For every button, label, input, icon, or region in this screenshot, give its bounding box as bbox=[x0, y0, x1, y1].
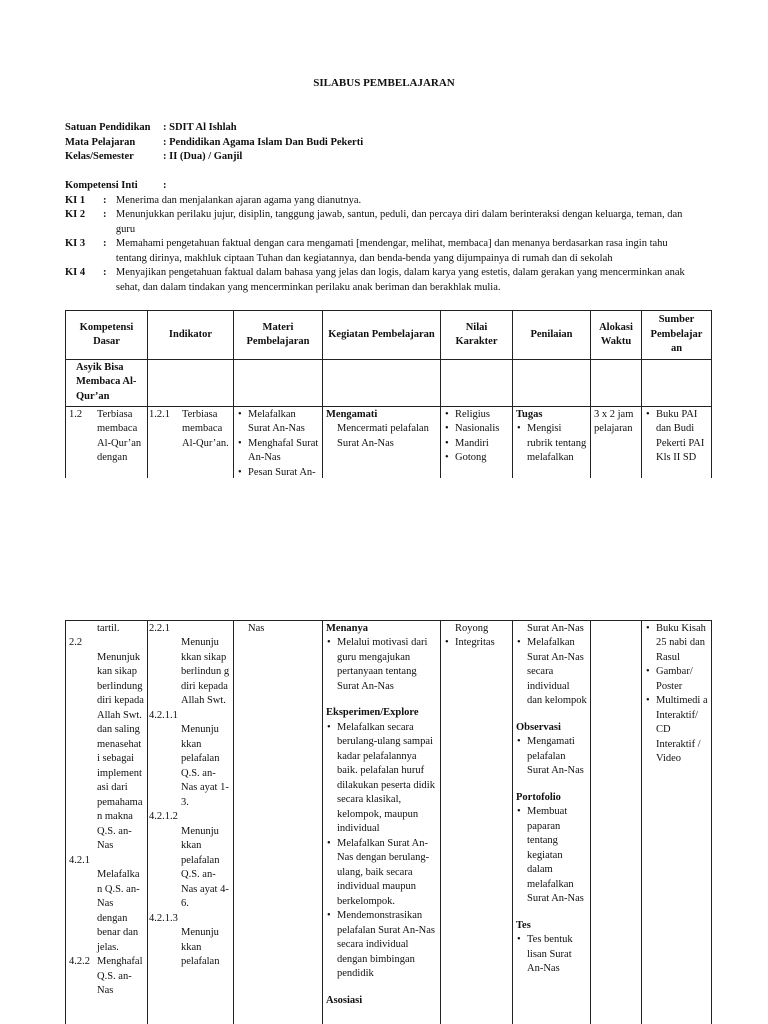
penilaian-continued: Surat An-Nas bbox=[527, 623, 584, 634]
sumber-cell bbox=[642, 621, 712, 1024]
table-group-row bbox=[66, 360, 712, 407]
nilai-item: • Nasionalis bbox=[444, 422, 509, 436]
indikator-text: Menunju kkan pelafalan Q.S. an-Nas ayat 1-3. bbox=[181, 724, 229, 808]
indikator-number: 1.2.1 bbox=[149, 409, 170, 420]
ki-colon: : bbox=[102, 195, 107, 206]
indikator-number: 4.2.1.1 bbox=[149, 709, 178, 721]
kegiatan-text: Mencermati pelafalan Surat An-Nas bbox=[337, 423, 429, 449]
kegiatan-item: • Mendemonstrasikan pelafalan Surat An-Nas secara individual dengan bimbingan pendidik bbox=[326, 909, 437, 981]
kd-cell bbox=[66, 621, 148, 1024]
ki-code: KI 4 bbox=[65, 267, 86, 279]
identity-row bbox=[65, 136, 363, 151]
alokasi-cell: 3 x 2 jam pelajaran bbox=[591, 407, 642, 479]
penilaian-cell bbox=[513, 621, 591, 1024]
nilai-item: • Gotong bbox=[444, 451, 509, 465]
ki-code: KI 1 bbox=[65, 195, 86, 206]
nilai-cell bbox=[441, 407, 513, 479]
kd-entry bbox=[69, 854, 144, 868]
ki-heading bbox=[65, 179, 167, 193]
table-header-row bbox=[66, 311, 712, 360]
ki-item bbox=[65, 237, 695, 266]
header-nilai-karakter: Nilai Karakter bbox=[441, 311, 513, 360]
alokasi-cell bbox=[591, 621, 642, 1024]
indikator-number: 2.2.1 bbox=[149, 623, 170, 634]
penilaian-list bbox=[516, 933, 587, 976]
header-kegiatan: Kegiatan Pembelajaran bbox=[323, 311, 441, 360]
table-row bbox=[66, 407, 712, 479]
kd-number: 1.2 bbox=[69, 409, 83, 420]
page-title: SILABUS PEMBELAJARAN bbox=[313, 77, 455, 89]
kegiatan-section-title: Mengamati bbox=[326, 409, 378, 420]
identity-row bbox=[65, 150, 363, 165]
penilaian-section-title: Tes bbox=[516, 919, 531, 931]
spacer bbox=[516, 709, 587, 721]
kd-entry bbox=[69, 651, 144, 854]
kd-number: 4.2.1 bbox=[69, 854, 90, 866]
indikator-text: Terbiasa membaca Al-Qur’an. bbox=[182, 409, 229, 449]
kd-entry bbox=[69, 622, 144, 636]
nilai-cell bbox=[441, 621, 513, 1024]
kd-text: Terbiasa membaca Al-Qur’an dengan bbox=[97, 409, 142, 464]
indikator-cell bbox=[148, 621, 234, 1024]
kegiatan-section-title: Asosiasi bbox=[326, 994, 363, 1006]
kegiatan-section-title: Menanya bbox=[326, 623, 368, 634]
kd-text: tartil. bbox=[97, 623, 120, 634]
kd-entry bbox=[69, 955, 144, 998]
penilaian-section-title: Tugas bbox=[516, 409, 543, 420]
sumber-item: • Buku Kisah 25 nabi dan Rasul bbox=[645, 622, 708, 665]
ki-code: KI 3 bbox=[65, 238, 86, 250]
ki-colon: : bbox=[102, 267, 107, 279]
kegiatan-cell bbox=[323, 407, 441, 479]
header-alokasi-waktu: Alokasi Waktu bbox=[591, 311, 642, 360]
sumber-item: • Gambar/ Poster bbox=[645, 665, 708, 694]
indikator-number: 4.2.1.2 bbox=[149, 811, 178, 823]
penilaian-item: • Membuat paparan tentang kegiatan dalam melafalkan Surat An-Nas bbox=[516, 805, 587, 906]
syllabus-table-continued bbox=[65, 620, 713, 1024]
identity-value: : SDIT Al Ishlah bbox=[163, 122, 237, 133]
spacer bbox=[326, 694, 437, 706]
kd-number: 4.2.2 bbox=[69, 956, 90, 968]
ki-colon: : bbox=[102, 238, 107, 250]
sumber-cell bbox=[642, 407, 712, 479]
indikator-text: Menunju kkan pelafalan bbox=[181, 927, 220, 968]
indikator-text: Menunju kkan sikap berlindun g diri kepada Allah Swt. bbox=[181, 637, 230, 707]
identity-value: : Pendidikan Agama Islam Dan Budi Pekerti bbox=[163, 136, 364, 148]
kd-entry bbox=[69, 868, 144, 955]
ki-item bbox=[65, 266, 695, 295]
indikator-number: 4.2.1.3 bbox=[149, 912, 178, 924]
indikator-text: Menunju kkan pelafalan Q.S. an-Nas ayat 4-6. bbox=[181, 825, 229, 910]
kd-entry bbox=[69, 636, 144, 650]
nilai-item: • Mandiri bbox=[444, 437, 509, 451]
materi-item: • Pesan Surat An- bbox=[237, 466, 319, 478]
identity-value: : II (Dua) / Ganjil bbox=[163, 151, 243, 162]
ki-item bbox=[65, 208, 695, 237]
spacer bbox=[516, 779, 587, 791]
kd-text: Menunjuk kan sikap berlindung diri kepada Allah Swt. dan saling menasehat i sebagai implement asi dari pemahama n makna Q.S. an-Nas bbox=[97, 651, 144, 852]
kegiatan-item: • Melafalkan secara berulang-ulang sampai kadar pelafalannya baik. pelafalan huruf dilakukan peserta didik secara klasikal, kelompok, maupun individual bbox=[326, 721, 437, 837]
kegiatan-item: • Melalui motivasi dari guru mengajukan pertanyaan tentang Surat An-Nas bbox=[326, 636, 437, 694]
nilai-item: • Integritas bbox=[444, 636, 509, 650]
nilai-item: • Religius bbox=[444, 408, 509, 422]
penilaian-section-title: Observasi bbox=[516, 721, 561, 733]
identity-row bbox=[65, 121, 363, 136]
penilaian-cell bbox=[513, 407, 591, 479]
kegiatan-item: • Melafalkan Surat An-Nas dengan berulang-ulang, baik secara individual maupun berkelompok. bbox=[326, 837, 437, 909]
sumber-item: • Buku PAI dan Budi Pekerti PAI Kls II SD bbox=[645, 408, 708, 466]
ki-code: KI 2 bbox=[65, 209, 86, 221]
penilaian-item: • Mengamati pelafalan Surat An-Nas bbox=[516, 735, 587, 778]
group-title: Asyik Bisa Membaca Al-Qur’an bbox=[66, 360, 148, 407]
identity-label: Kelas/Semester bbox=[65, 151, 134, 162]
identity-label: Satuan Pendidikan bbox=[65, 122, 151, 133]
spacer bbox=[516, 907, 587, 919]
header-indikator: Indikator bbox=[148, 311, 234, 360]
ki-heading-label: Kompetensi Inti bbox=[65, 180, 138, 191]
spacer bbox=[326, 982, 437, 994]
ki-colon: : bbox=[102, 209, 107, 221]
sumber-item: • Multimedi a Interaktif/ CD Interaktif / Video bbox=[645, 694, 708, 766]
kd-number bbox=[69, 622, 97, 636]
identity-block bbox=[65, 121, 363, 165]
ki-text: Menyajikan pengetahuan faktual dalam bahasa yang jelas dan logis, dalam karya yang estetis, dalam gerakan yang mencerminkan anak sehat, dan dalam tindakan yang mencerminkan perilaku anak beriman dan berakhlak mulia. bbox=[115, 267, 685, 293]
nilai-continued: Royong bbox=[455, 623, 489, 634]
header-kompetensi-dasar: Kompetensi Dasar bbox=[66, 311, 148, 360]
kegiatan-list bbox=[326, 636, 437, 694]
ki-heading-colon: : bbox=[163, 180, 167, 191]
kd-text: Menghafal Q.S. an-Nas bbox=[97, 956, 143, 997]
kd-cell bbox=[66, 407, 148, 479]
header-materi: Materi Pembelajaran bbox=[234, 311, 323, 360]
materi-item: • Melafalkan Surat An-Nas bbox=[237, 408, 319, 437]
penilaian-item: • Tes bentuk lisan Surat An-Nas bbox=[516, 933, 587, 976]
penilaian-item: • Melafalkan Surat An-Nas secara individual dan kelompok bbox=[516, 636, 587, 708]
kd-number bbox=[69, 868, 97, 955]
penilaian-list bbox=[516, 636, 587, 708]
kd-number: 2.2 bbox=[69, 637, 83, 649]
ki-list bbox=[65, 194, 695, 295]
kd-text: Melafalka n Q.S. an-Nas dengan benar dan jelas. bbox=[97, 869, 140, 953]
materi-cell bbox=[234, 407, 323, 479]
identity-label: Mata Pelajaran bbox=[65, 136, 136, 148]
table-row bbox=[66, 621, 712, 1024]
ki-text: Menunjukkan perilaku jujur, disiplin, tanggung jawab, santun, peduli, dan percaya diri dalam berinteraksi dengan keluarga, teman, dan guru bbox=[115, 209, 683, 235]
ki-item bbox=[65, 194, 695, 208]
materi-item: • Menghafal Surat An-Nas bbox=[237, 437, 319, 466]
penilaian-section-title: Portofolio bbox=[516, 791, 561, 803]
kegiatan-section-title: Eksperimen/Explore bbox=[326, 707, 419, 719]
kd-number bbox=[69, 651, 97, 854]
header-penilaian: Penilaian bbox=[513, 311, 591, 360]
ki-text: Menerima dan menjalankan ajaran agama yang dianutnya. bbox=[115, 195, 362, 206]
ki-text: Memahami pengetahuan faktual dengan cara mengamati [mendengar, melihat, membaca] dan menanya berdasarkan rasa ingin tahu tentang dirinya, makhluk ciptaan Tuhan dan kegiatannya, dan benda-benda yang dijumpainya di rumah dan di sekolah bbox=[115, 238, 668, 264]
materi-cell: Nas bbox=[234, 621, 323, 1024]
header-sumber: Sumber Pembelajar an bbox=[642, 311, 712, 360]
penilaian-item: • Mengisi rubrik tentang melafalkan bbox=[516, 422, 587, 465]
syllabus-table-top bbox=[65, 310, 713, 478]
kegiatan-list bbox=[326, 721, 437, 982]
penilaian-list bbox=[516, 735, 587, 778]
indikator-cell bbox=[148, 407, 234, 479]
kegiatan-cell bbox=[323, 621, 441, 1024]
penilaian-list bbox=[516, 805, 587, 906]
